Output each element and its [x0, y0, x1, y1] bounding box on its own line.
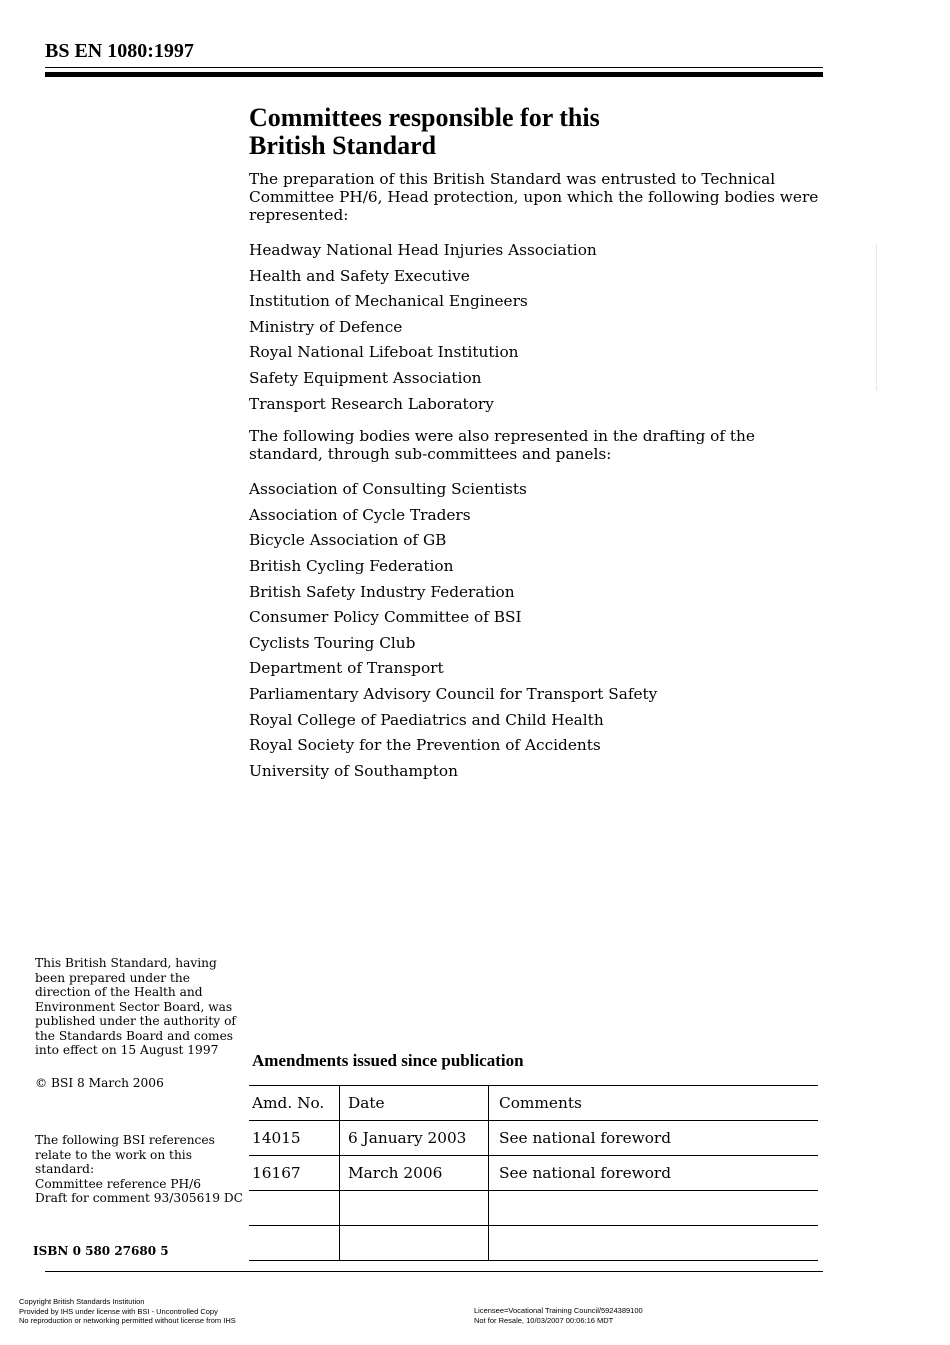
cell-amd-no: 14015	[249, 1121, 340, 1156]
title-line-1: Committees responsible for this	[249, 103, 600, 132]
sub-committee-bodies-list	[249, 477, 819, 784]
list-item: Transport Research Laboratory	[249, 394, 494, 413]
cell-date: March 2006	[340, 1156, 489, 1191]
copyright-note: © BSI 8 March 2006	[35, 1076, 164, 1090]
title-line-2: British Standard	[249, 131, 437, 160]
list-item: Department of Transport	[249, 659, 444, 678]
footer-line: Not for Resale, 10/03/2007 00:06:16 MDT	[474, 1315, 614, 1325]
draft-reference: Draft for comment 93/305619 DC	[35, 1191, 243, 1205]
also-represented-paragraph: The following bodies were also represented in the drafting of the standard, through sub-committees and panels:	[249, 427, 755, 464]
header-comments: Comments	[489, 1086, 819, 1121]
cell-comments	[489, 1191, 819, 1226]
cell-date	[340, 1191, 489, 1226]
amendments-table	[249, 1085, 818, 1261]
page-title	[249, 104, 819, 160]
list-item: Royal Society for the Prevention of Accidents	[249, 736, 601, 755]
committees-section	[249, 104, 819, 784]
list-item: Safety Equipment Association	[249, 368, 482, 387]
cell-amd-no: 16167	[249, 1156, 340, 1191]
list-item: Bicycle Association of GB	[249, 531, 447, 550]
list-item: British Cycling Federation	[249, 556, 454, 575]
standard-number: BS EN 1080:1997	[45, 40, 194, 62]
cell-amd-no	[249, 1191, 340, 1226]
footer-line: No reproduction or networking permitted without license from IHS	[19, 1316, 236, 1325]
list-item: Institution of Mechanical Engineers	[249, 292, 528, 311]
list-item: Ministry of Defence	[249, 317, 403, 336]
table-row	[249, 1121, 818, 1156]
list-item: Headway National Head Injuries Association	[249, 241, 597, 259]
list-item: Parliamentary Advisory Council for Transport Safety	[249, 684, 658, 703]
cell-comments: See national foreword	[489, 1121, 819, 1156]
list-item: British Safety Industry Federation	[249, 582, 515, 601]
footer-license	[474, 1306, 643, 1325]
isbn: ISBN 0 580 27680 5	[33, 1244, 169, 1258]
footer-line: Provided by IHS under license with BSI - Uncontrolled Copy	[19, 1306, 218, 1316]
bsi-references	[35, 1133, 245, 1206]
references-intro: The following BSI references relate to the work on this standard:	[35, 1133, 215, 1176]
footer-line: Licensee=Vocational Training Council/5924389100	[474, 1306, 643, 1315]
committee-reference: Committee reference PH/6	[35, 1176, 202, 1191]
amendments-title: Amendments issued since publication	[252, 1051, 524, 1070]
header-rule-thin	[45, 67, 823, 68]
cell-amd-no	[249, 1226, 340, 1261]
cell-date	[340, 1226, 489, 1261]
list-item: University of Southampton	[249, 761, 458, 780]
header-amd-no: Amd. No.	[249, 1086, 340, 1121]
table-row	[249, 1191, 818, 1226]
footer-rule	[45, 1271, 823, 1272]
margin-mark	[876, 245, 878, 390]
list-item: Health and Safety Executive	[249, 266, 470, 285]
table-row	[249, 1226, 818, 1261]
footer-copyright	[19, 1297, 236, 1326]
committee-bodies-list	[249, 238, 819, 417]
cell-comments	[489, 1226, 819, 1261]
list-item: Consumer Policy Committee of BSI	[249, 608, 522, 627]
intro-paragraph: The preparation of this British Standard was entrusted to Technical Committee PH/6, Head protection, upon which the following bodies were represented:	[249, 170, 819, 224]
header-rule-thick	[45, 72, 823, 77]
table-row	[249, 1156, 818, 1191]
list-item: Royal College of Paediatrics and Child Health	[249, 710, 604, 729]
list-item: Association of Consulting Scientists	[249, 480, 527, 499]
cell-date: 6 January 2003	[340, 1121, 489, 1156]
list-item: Cyclists Touring Club	[249, 633, 416, 652]
cell-comments: See national foreword	[489, 1156, 819, 1191]
list-item: Royal National Lifeboat Institution	[249, 343, 519, 362]
footer-line: Copyright British Standards Institution	[19, 1297, 145, 1306]
header-date: Date	[340, 1086, 489, 1121]
list-item: Association of Cycle Traders	[249, 505, 471, 524]
publication-note: This British Standard, having been prepared under the direction of the Health and Environment Sector Board, was published under the authority of the Standards Board and comes into effect on 15 August 1997	[35, 956, 236, 1057]
table-header-row	[249, 1086, 818, 1121]
